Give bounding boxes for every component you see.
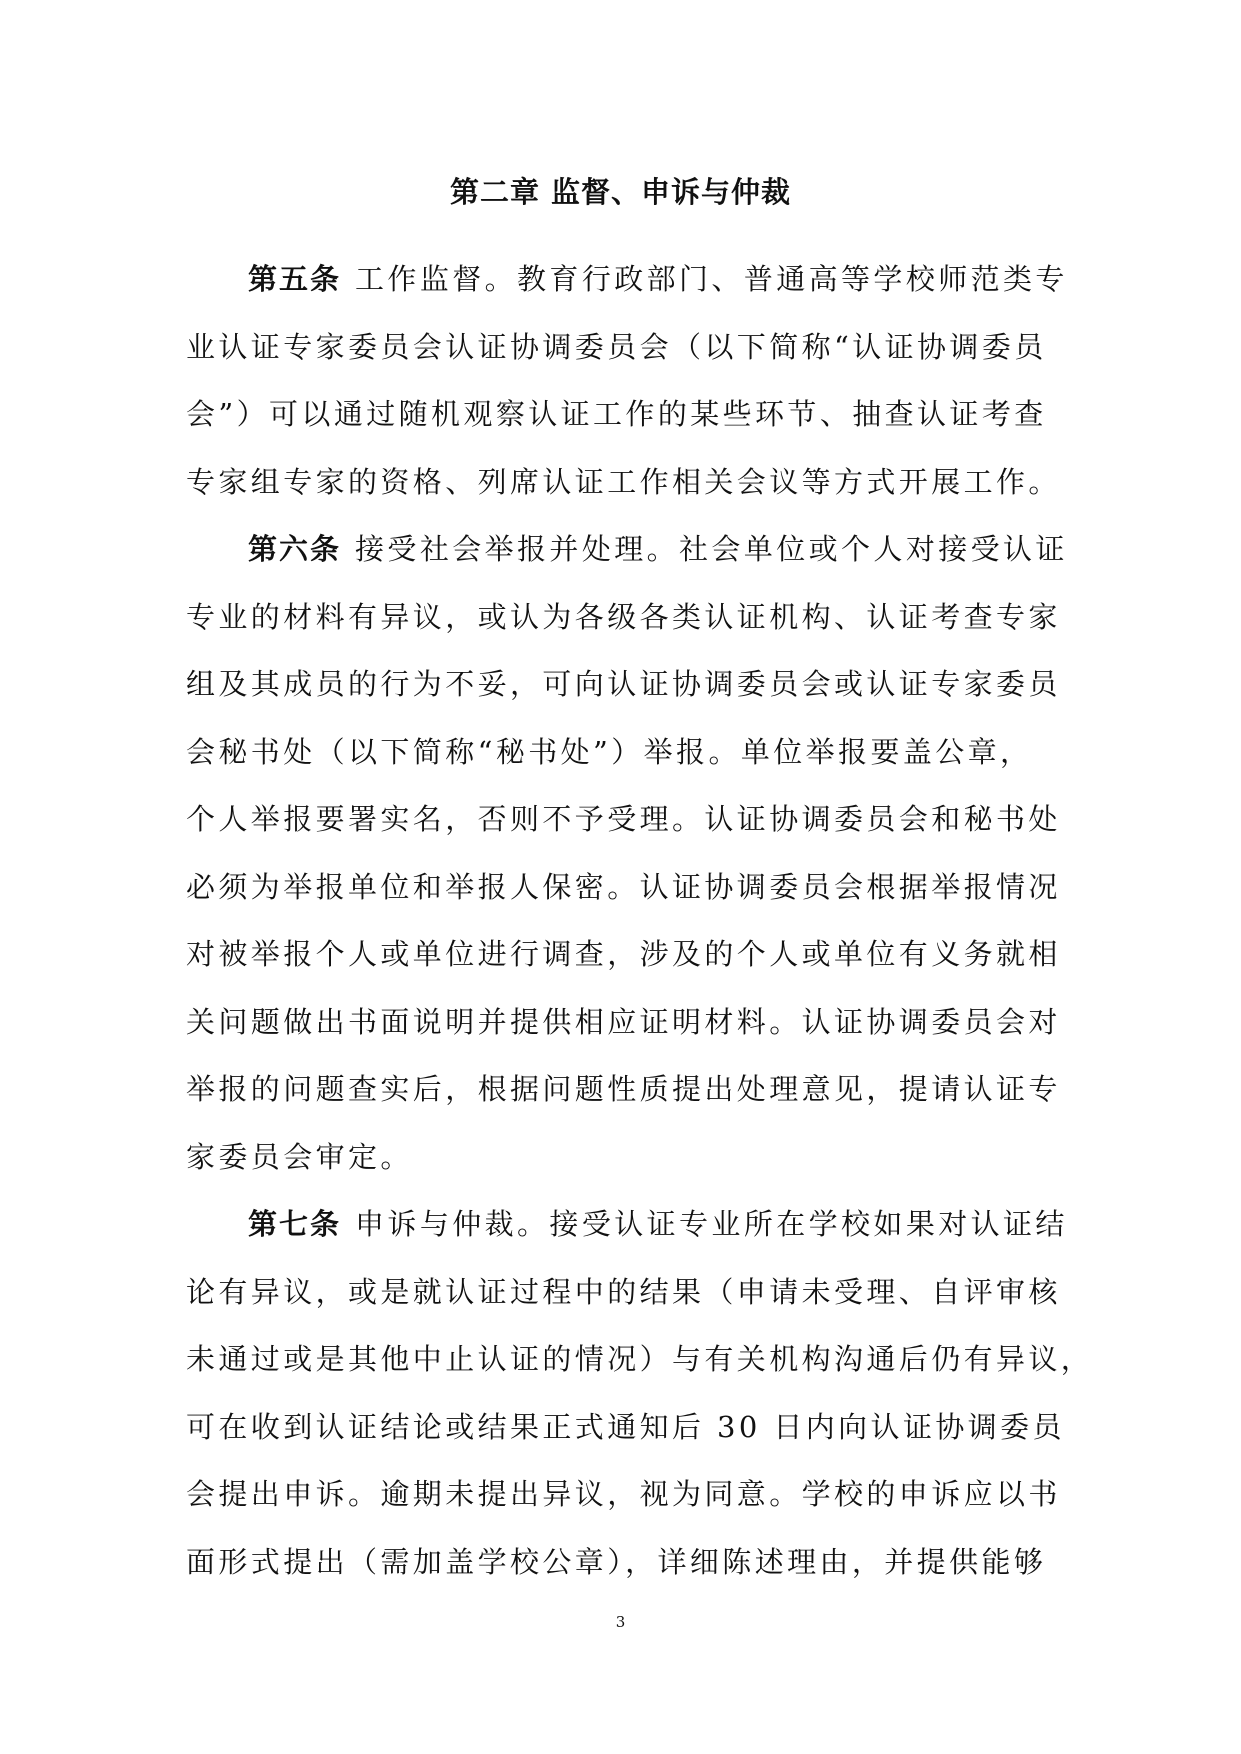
article-5 (186, 246, 1068, 516)
article-7-label: 第七条 (248, 1207, 342, 1241)
article-6-text-1: 接受社会举报并处理。社会单位或个人对接受认证 (355, 532, 1068, 566)
article-5-line-4: 专家组专家的资格、列席认证工作相关会议等方式开展工作。 (186, 464, 1061, 499)
article-7-line-6: 面形式提出（需加盖学校公章），详细陈述理由，并提供能够 (186, 1544, 1047, 1579)
article-7-line-2: 论有异议，或是就认证过程中的结果（申请未受理、自评审核 (186, 1274, 1061, 1309)
article-5-line-1 (186, 246, 1068, 314)
chapter-title: 第二章 监督、申诉与仲裁 (449, 175, 792, 209)
article-7-text-1: 申诉与仲裁。接受认证专业所在学校如果对认证结 (355, 1207, 1068, 1241)
article-7-line-4: 可在收到认证结论或结果正式通知后 30 日内向认证协调委员 (186, 1409, 1065, 1444)
article-5-line-3: 会”）可以通过随机观察认证工作的某些环节、抽查认证考查 (186, 397, 1047, 431)
article-6-line-3: 组及其成员的行为不妥，可向认证协调委员会或认证专家委员 (186, 667, 1061, 701)
article-6-line-6: 必须为举报单位和举报人保密。认证协调委员会根据举报情况 (186, 869, 1061, 904)
article-5-label: 第五条 (248, 262, 342, 296)
article-5-text-1: 工作监督。教育行政部门、普通高等学校师范类专 (355, 262, 1068, 296)
article-6-line-5: 个人举报要署实名，否则不予受理。认证协调委员会和秘书处 (186, 802, 1061, 836)
article-5-line-2: 业认证专家委员会认证协调委员会（以下简称“认证协调委员 (186, 329, 1047, 364)
article-6-line-1 (186, 516, 1068, 584)
article-6-line-4: 会秘书处（以下简称“秘书处”）举报。单位举报要盖公章， (186, 734, 1033, 769)
article-6-line-10: 家委员会审定。 (186, 1139, 413, 1174)
article-6-line-7: 对被举报个人或单位进行调查，涉及的个人或单位有义务就相 (186, 937, 1061, 971)
article-7-line-3: 未通过或是其他中止认证的情况）与有关机构沟通后仍有异议， (186, 1342, 1094, 1376)
document-body (186, 246, 1094, 1596)
article-7-line-5: 会提出申诉。逾期未提出异议，视为同意。学校的申诉应以书 (186, 1477, 1061, 1511)
article-6-line-9: 举报的问题查实后，根据问题性质提出处理意见，提请认证专 (186, 1072, 1061, 1106)
page-number: 3 (615, 1613, 626, 1631)
article-6-line-2: 专业的材料有异议，或认为各级各类认证机构、认证考查专家 (186, 599, 1061, 634)
article-7-line-1 (186, 1191, 1068, 1259)
article-6 (186, 516, 1068, 1191)
article-6-line-8: 关问题做出书面说明并提供相应证明材料。认证协调委员会对 (186, 1004, 1061, 1039)
article-6-label: 第六条 (248, 532, 342, 566)
article-7 (186, 1191, 1094, 1596)
